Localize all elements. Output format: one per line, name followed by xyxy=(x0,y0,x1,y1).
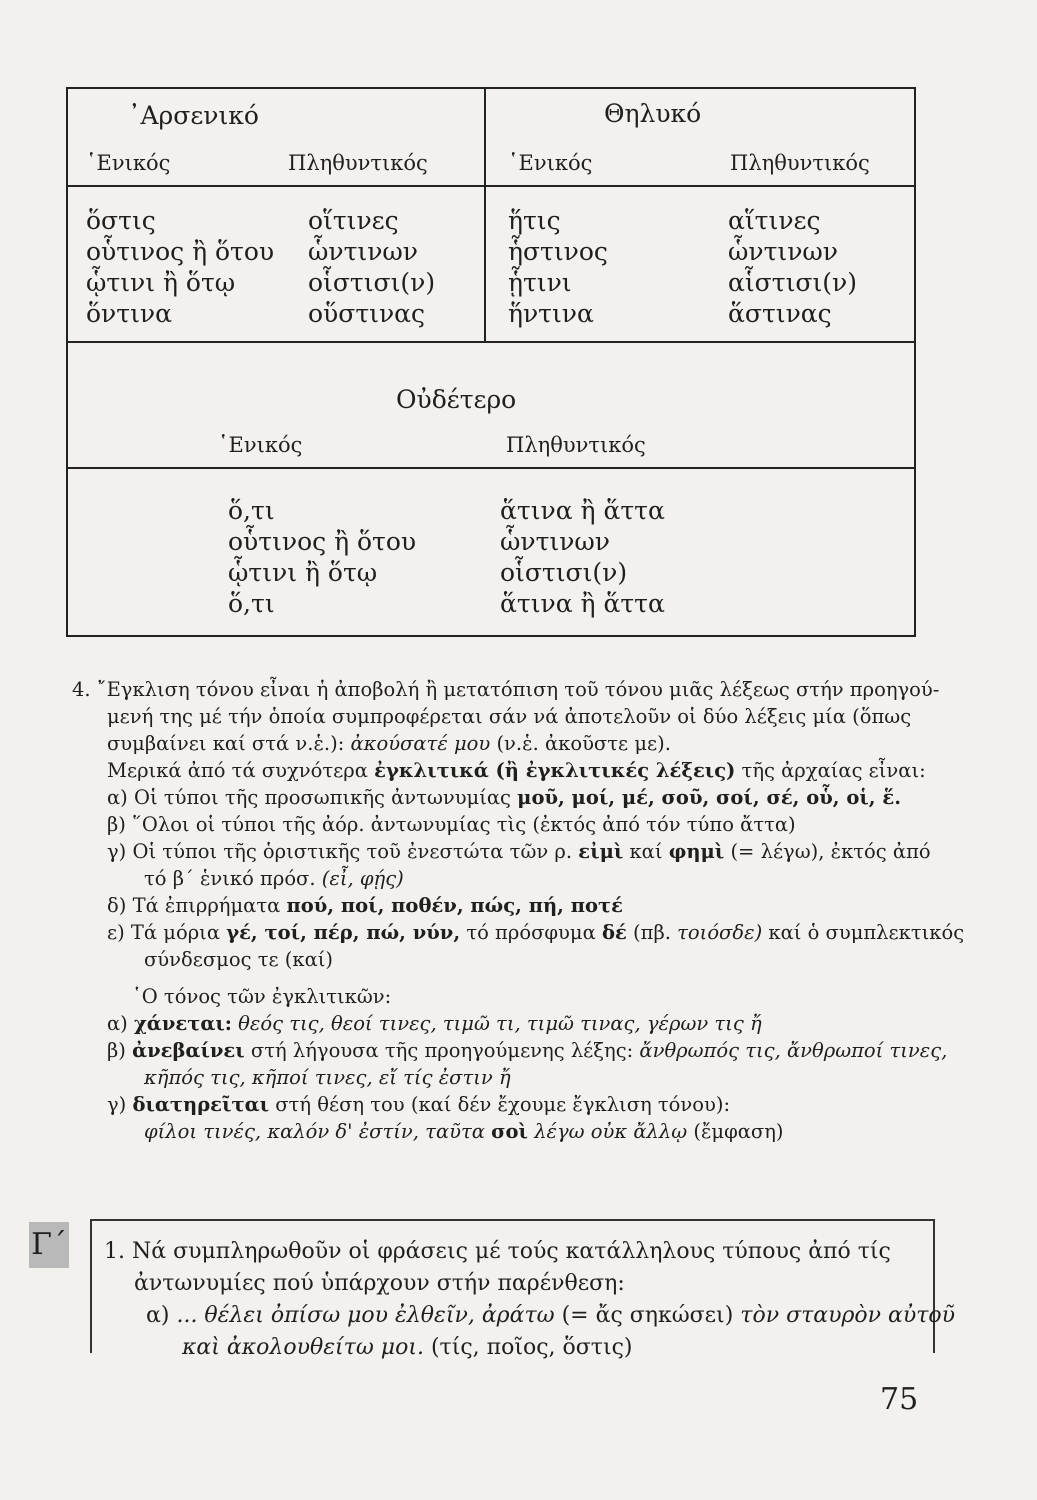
text: Μερικά ἀπό τά συχνότερα xyxy=(107,759,368,782)
form: οἷστισι(ν) xyxy=(500,558,628,587)
table-divider xyxy=(484,89,486,341)
neuter-title: Οὐδέτερο xyxy=(396,385,517,414)
term: χάνεται: xyxy=(133,1012,232,1035)
form: ἥτις xyxy=(508,206,561,235)
form: ὧντινων xyxy=(500,527,610,556)
form: ἥντινα xyxy=(508,299,594,328)
section-tab-label: Γ΄ xyxy=(29,1222,69,1268)
text: τό πρόσφυμα xyxy=(466,921,596,944)
form: ᾗτινι xyxy=(508,268,572,297)
text: καί xyxy=(629,840,663,863)
form: ἅστινας xyxy=(728,299,832,328)
form: οὕστινας xyxy=(308,299,426,328)
neuter-singular-forms xyxy=(228,495,416,619)
example: τὸν σταυρὸν αὐτοῦ xyxy=(740,1303,956,1328)
masculine-plural-label: Πληθυντικός xyxy=(288,151,428,175)
example: (εἶ, φῄς) xyxy=(321,867,404,890)
form: ὧντινων xyxy=(308,237,418,266)
form: ὅστις xyxy=(86,206,156,235)
term: διατηρεῖται xyxy=(132,1093,270,1116)
text: (= ἄς σηκώσει) xyxy=(561,1303,734,1328)
feminine-singular-forms xyxy=(508,205,608,329)
neuter-singular-label: ῾Ενικός xyxy=(218,433,303,457)
term: δέ xyxy=(601,921,627,944)
feminine-plural-forms xyxy=(728,205,857,329)
list-item xyxy=(72,1010,932,1037)
item-label: ε) xyxy=(107,921,125,944)
list-item xyxy=(72,1037,948,1064)
form: οὗτινος ἢ ὅτου xyxy=(86,237,275,266)
list-item-continued xyxy=(72,1118,932,1145)
item-label: α) xyxy=(107,786,128,809)
subheading: ῾Ο τόνος τῶν ἐγκλιτικῶν: xyxy=(132,985,392,1008)
section-enclisis xyxy=(72,676,965,1145)
exercise-item-continued xyxy=(104,1332,934,1364)
example: λέγω οὐκ ἄλλῳ xyxy=(534,1120,688,1143)
text: (= λέγω), ἐκτός ἀπό xyxy=(730,840,931,863)
item-label: δ) xyxy=(107,894,127,917)
example: τοιόσδε) xyxy=(677,921,763,944)
term: ἀνεβαίνει xyxy=(132,1039,245,1062)
list-item-continued xyxy=(72,865,932,892)
list-item xyxy=(72,784,932,811)
exercise-line xyxy=(104,1236,934,1268)
text: στή θέση του (καί δέν ἔχουμε ἔγκλιση τόνου): xyxy=(275,1093,731,1116)
paragraph-line xyxy=(72,757,932,784)
form: ὅ,τι xyxy=(228,496,275,525)
item-label: β) xyxy=(107,1039,126,1062)
form: οἷστισι(ν) xyxy=(308,268,436,297)
masculine-plural-forms xyxy=(308,205,435,329)
section-number: 4. xyxy=(72,678,91,701)
term: φημὶ xyxy=(668,840,725,863)
text: τό β΄ ἑνικό πρόσ. xyxy=(144,867,316,890)
term: εἰμὶ xyxy=(578,840,624,863)
example: καὶ ἀκολουθείτω μοι. xyxy=(182,1335,424,1360)
form: ἅτινα ἢ ἅττα xyxy=(500,496,665,525)
text: ῎Εγκλιση τόνου εἶναι ἡ ἀποβολή ἢ μετατόπιση τοῦ τόνου μιᾶς λέξεως στήν προηγού- xyxy=(96,678,940,701)
paragraph-line xyxy=(72,730,932,757)
text: Τά μόρια xyxy=(130,921,220,944)
form: ὅντινα xyxy=(86,299,172,328)
masculine-singular-label: ῾Ενικός xyxy=(86,151,171,175)
table-rule xyxy=(68,341,914,343)
item-label: α) xyxy=(146,1303,170,1328)
term: πού, ποί, ποθέν, πώς, πή, ποτέ xyxy=(286,894,623,917)
text: Οἱ τύποι τῆς ὁριστικῆς τοῦ ἐνεστώτα τῶν ρ. xyxy=(132,840,573,863)
feminine-plural-label: Πληθυντικός xyxy=(730,151,870,175)
text: (ἔμφαση) xyxy=(693,1120,784,1143)
feminine-title: Θηλυκό xyxy=(604,99,702,128)
paragraph-line xyxy=(72,676,940,703)
text: Νά συμπληρωθοῦν οἱ φράσεις μέ τούς κατάλληλους τύπους ἀπό τίς xyxy=(132,1239,891,1264)
term: ἐγκλιτικά (ἢ ἐγκλιτικές λέξεις) xyxy=(374,759,736,782)
feminine-singular-label: ῾Ενικός xyxy=(508,151,593,175)
term: μοῦ, μοί, μέ, σοῦ, σοί, σέ, οὗ, οἱ, ἕ. xyxy=(517,786,902,809)
neuter-plural-forms xyxy=(500,495,665,619)
masculine-singular-forms xyxy=(86,205,274,329)
form: ὅ,τι xyxy=(228,589,275,618)
example: ... θέλει ὀπίσω μου ἐλθεῖν, ἀράτω xyxy=(176,1303,555,1328)
neuter-plural-label: Πληθυντικός xyxy=(506,433,646,457)
list-item-continued: σύνδεσμος τε (καί) xyxy=(144,948,334,971)
example: ἄνθρωπός τις, ἄνθρωποί τινες, xyxy=(639,1039,948,1062)
text: στή λήγουσα τῆς προηγούμενης λέξης: xyxy=(250,1039,634,1062)
item-label: γ) xyxy=(107,840,127,863)
exercise-number: 1. xyxy=(104,1239,125,1264)
term: σοὶ xyxy=(491,1120,528,1143)
exercise xyxy=(104,1236,956,1364)
declension-table xyxy=(66,87,916,637)
item-label: β) xyxy=(107,813,126,836)
text: (πβ. xyxy=(633,921,671,944)
text: (τίς, ποῖος, ὅστις) xyxy=(430,1335,633,1360)
form: οἵτινες xyxy=(308,206,399,235)
form: οὗτινος ἢ ὅτου xyxy=(228,527,417,556)
masculine-title: ᾿Αρσενικό xyxy=(128,101,259,130)
list-item xyxy=(72,1091,932,1118)
text: τῆς ἀρχαίας εἶναι: xyxy=(741,759,926,782)
item-label: γ) xyxy=(107,1093,127,1116)
list-item xyxy=(72,892,932,919)
text: ῞Ολοι οἱ τύποι τῆς ἀόρ. ἀντωνυμίας τὶς (ἐκτός ἀπό τόν τύπο ἄττα) xyxy=(132,813,796,836)
form: ἅτινα ἢ ἅττα xyxy=(500,589,665,618)
text: Τά ἐπιρρήματα xyxy=(132,894,281,917)
example: φίλοι τινές, καλόν δ' ἐστίν, ταῦτα xyxy=(144,1120,485,1143)
form: ᾧτινι ἢ ὅτῳ xyxy=(86,268,236,297)
text: (ν.ἑ. ἀκοῦστε με). xyxy=(496,732,671,755)
text: συμβαίνει καί στά ν.ἑ.): xyxy=(107,732,345,755)
list-item-continued: κῆπός τις, κῆποί τινες, εἴ τίς ἐστιν ἤ xyxy=(144,1066,511,1089)
list-item xyxy=(72,811,932,838)
example: ἀκούσατέ μου xyxy=(350,732,491,755)
form: αἷστισι(ν) xyxy=(728,268,857,297)
table-rule xyxy=(68,185,914,187)
item-label: α) xyxy=(107,1012,128,1035)
exercise-item xyxy=(104,1300,956,1332)
text: καί ὁ συμπλεκτικός xyxy=(768,921,965,944)
exercise-line: ἀντωνυμίες πού ὑπάρχουν στήν παρένθεση: xyxy=(134,1271,625,1296)
form: αἵτινες xyxy=(728,206,821,235)
example: θεός τις, θεοί τινες, τιμῶ τι, τιμῶ τινας, γέρων τις ἤ xyxy=(238,1012,762,1035)
form: ὧντινων xyxy=(728,237,838,266)
page-number: 75 xyxy=(880,1382,919,1417)
list-item xyxy=(72,838,932,865)
text: Οἱ τύποι τῆς προσωπικῆς ἀντωνυμίας xyxy=(133,786,511,809)
form: ἧστινος xyxy=(508,237,608,266)
form: ᾧτινι ἢ ὅτῳ xyxy=(228,558,378,587)
list-item xyxy=(72,919,965,946)
term: γέ, τοί, πέρ, πώ, νύν, xyxy=(226,921,461,944)
paragraph-line: μενή της μέ τήν ὁποία συμπροφέρεται σάν νά ἀποτελοῦν οἱ δύο λέξεις μία (ὅπως xyxy=(107,705,912,728)
table-rule xyxy=(68,467,914,469)
